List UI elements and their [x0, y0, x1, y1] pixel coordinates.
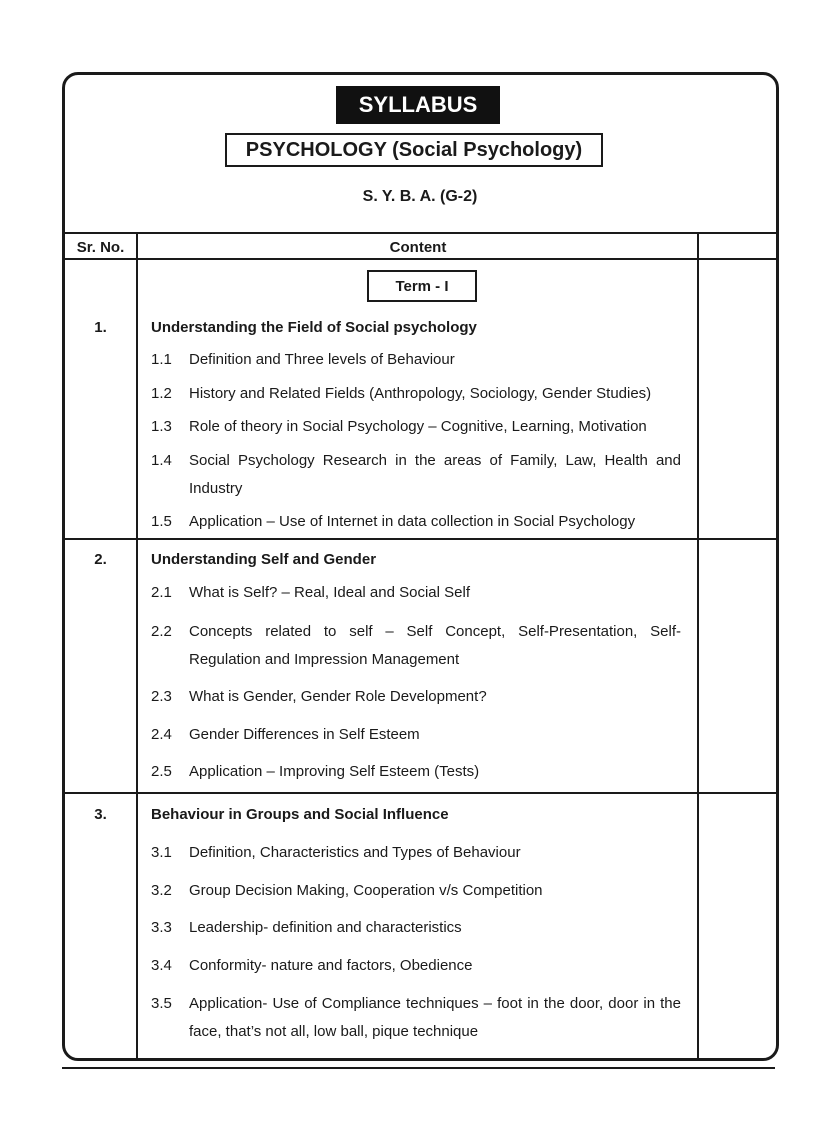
section-number: 3.	[94, 806, 107, 823]
class-label: S. Y. B. A. (G-2)	[362, 188, 478, 205]
item-text: Group Decision Making, Cooperation v/s Competition	[189, 882, 543, 899]
column-divider	[136, 233, 138, 1058]
item-text: What is Self? – Real, Ideal and Social Self	[189, 584, 470, 601]
list-item	[151, 990, 681, 1046]
list-item	[151, 380, 681, 408]
item-number: 1.2	[151, 385, 172, 402]
list-item	[151, 877, 681, 905]
subject-title: PSYCHOLOGY (Social Psychology)	[225, 133, 603, 167]
item-number: 2.5	[151, 763, 172, 780]
item-text: What is Gender, Gender Role Development?	[189, 688, 487, 705]
column-header-content: Content	[389, 239, 447, 256]
item-text: Conformity- nature and factors, Obedience	[189, 957, 473, 974]
list-item	[151, 952, 681, 980]
list-item	[151, 346, 681, 374]
item-number: 2.3	[151, 688, 172, 705]
item-number: 2.1	[151, 584, 172, 601]
list-item	[151, 508, 681, 536]
item-text: Leadership- definition and characteristics	[189, 919, 462, 936]
header-divider	[62, 232, 778, 234]
item-number: 3.4	[151, 957, 172, 974]
section-title: Behaviour in Groups and Social Influence	[151, 806, 449, 823]
item-text: Gender Differences in Self Esteem	[189, 726, 420, 743]
item-text: Social Psychology Research in the areas of Family, Law, Health and Industry	[189, 452, 681, 497]
section-title: Understanding Self and Gender	[151, 551, 377, 568]
section-title: Understanding the Field of Social psychology	[151, 319, 477, 336]
item-number: 3.1	[151, 844, 172, 861]
list-item	[151, 413, 681, 441]
list-item	[151, 618, 681, 674]
list-item	[151, 447, 681, 503]
item-number: 3.2	[151, 882, 172, 899]
item-number: 1.4	[151, 452, 172, 469]
section-number: 2.	[94, 551, 107, 568]
item-text: History and Related Fields (Anthropology, Sociology, Gender Studies)	[189, 385, 652, 402]
column-header-sr-no: Sr. No.	[76, 239, 125, 256]
section-divider	[62, 538, 778, 540]
list-item	[151, 721, 681, 749]
item-text: Concepts related to self – Self Concept, Self-Presentation, Self-Regulation and Impression Management	[189, 623, 681, 668]
item-number: 1.5	[151, 513, 172, 530]
item-number: 3.5	[151, 995, 172, 1012]
column-divider	[697, 233, 699, 1058]
item-text: Application – Improving Self Esteem (Tests)	[189, 763, 480, 780]
item-text: Definition, Characteristics and Types of Behaviour	[189, 844, 521, 861]
item-number: 1.1	[151, 351, 172, 368]
list-item	[151, 758, 681, 786]
section-divider	[62, 792, 778, 794]
section-number: 1.	[94, 319, 107, 336]
item-number: 1.3	[151, 418, 172, 435]
list-item	[151, 579, 681, 607]
footer-rule	[62, 1067, 775, 1069]
item-number: 3.3	[151, 919, 172, 936]
item-number: 2.2	[151, 623, 172, 640]
list-item	[151, 839, 681, 867]
item-text: Application- Use of Compliance techniques – foot in the door, door in the face, that’s not all, low ball, pique technique	[189, 995, 681, 1040]
item-text: Definition and Three levels of Behaviour	[189, 351, 455, 368]
item-text: Application – Use of Internet in data collection in Social Psychology	[189, 513, 636, 530]
syllabus-banner: SYLLABUS	[336, 86, 500, 124]
list-item	[151, 683, 681, 711]
item-text: Role of theory in Social Psychology – Cognitive, Learning, Motivation	[189, 418, 647, 435]
term-label: Term - I	[367, 270, 477, 302]
item-number: 2.4	[151, 726, 172, 743]
list-item	[151, 914, 681, 942]
